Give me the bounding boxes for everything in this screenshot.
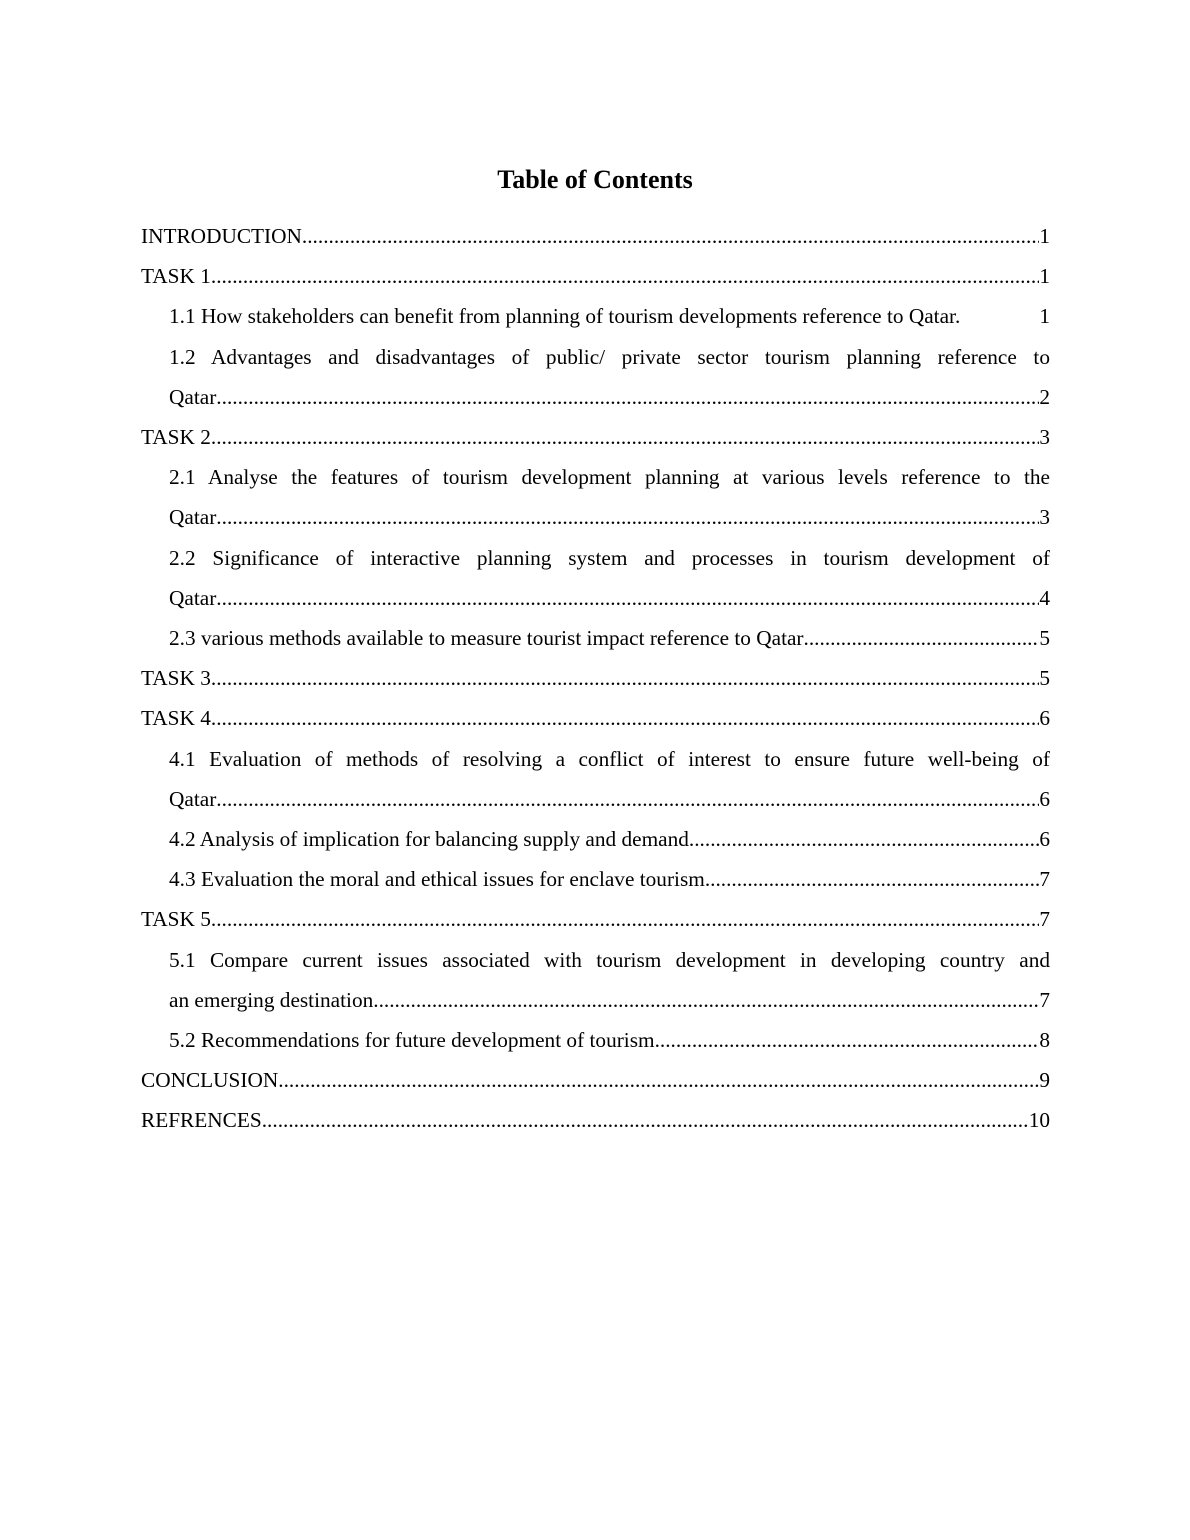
dot-leader <box>373 980 1039 1020</box>
toc-entry-label: TASK 2 <box>141 425 211 450</box>
dot-leader <box>278 1060 1039 1100</box>
toc-entry-task-4[interactable] <box>141 698 1050 738</box>
dot-leader <box>211 899 1039 939</box>
toc-page-number: 5 <box>1039 666 1050 691</box>
toc-entry-label: TASK 1 <box>141 264 211 289</box>
toc-entry-refrences[interactable] <box>141 1100 1050 1140</box>
toc-entry-5-1[interactable] <box>141 940 1050 1020</box>
toc-page-number: 6 <box>1039 786 1050 811</box>
toc-entry-label: Qatar <box>169 384 217 409</box>
toc-entry-introduction[interactable] <box>141 216 1050 256</box>
table-of-contents <box>141 216 1050 1141</box>
dot-leader <box>211 417 1039 457</box>
toc-entry-task-2[interactable] <box>141 417 1050 457</box>
dot-leader <box>216 377 1039 417</box>
toc-entry-label-line: 4.1 Evaluation of methods of resolving a conflict of interest to ensure future well-being of <box>169 746 1050 771</box>
toc-page-number: 1 <box>1039 304 1050 329</box>
toc-entry-label-line: 2.2 Significance of interactive planning system and processes in tourism development of <box>169 545 1050 570</box>
toc-entry-label-line: 2.1 Analyse the features of tourism development planning at various levels reference to the <box>169 465 1050 490</box>
dot-leader <box>689 819 1039 859</box>
toc-entry-label: Qatar <box>169 585 217 610</box>
toc-page-number: 7 <box>1039 907 1050 932</box>
toc-page-number: 1 <box>1039 264 1050 289</box>
toc-page-number: 6 <box>1039 827 1050 852</box>
toc-entry-label: REFRENCES <box>141 1108 262 1133</box>
toc-page-number: 4 <box>1039 585 1050 610</box>
dot-leader <box>211 698 1039 738</box>
toc-entry-5-2[interactable] <box>141 1020 1050 1060</box>
toc-entry-1-2[interactable] <box>141 337 1050 417</box>
toc-entry-task-3[interactable] <box>141 658 1050 698</box>
toc-entry-label: 4.2 Analysis of implication for balancing supply and demand <box>169 827 689 852</box>
toc-entry-label: 2.3 various methods available to measure tourist impact reference to Qatar <box>169 626 804 651</box>
toc-entry-label: TASK 3 <box>141 666 211 691</box>
toc-entry-label: 1.1 How stakeholders can benefit from planning of tourism developments reference to Qatar. <box>169 304 961 329</box>
dot-leader <box>216 578 1039 618</box>
toc-entry-label-line: 1.2 Advantages and disadvantages of public/ private sector tourism planning reference to <box>169 344 1050 369</box>
toc-entry-2-2[interactable] <box>141 538 1050 618</box>
toc-page-number: 3 <box>1039 505 1050 530</box>
toc-entry-label: TASK 5 <box>141 907 211 932</box>
dot-leader <box>211 658 1039 698</box>
toc-entry-1-1[interactable] <box>141 296 1050 336</box>
toc-page-number: 7 <box>1039 867 1050 892</box>
toc-page-number: 3 <box>1039 425 1050 450</box>
toc-entry-label: an emerging destination <box>169 987 374 1012</box>
toc-page-number: 1 <box>1039 224 1050 248</box>
toc-entry-label-line: 5.1 Compare current issues associated with tourism development in developing country and <box>169 947 1050 972</box>
toc-entry-label: 5.2 Recommendations for future development of tourism <box>169 1028 655 1053</box>
toc-entry-label: INTRODUCTION <box>141 224 302 248</box>
dot-leader <box>216 779 1039 819</box>
toc-entry-2-1[interactable] <box>141 457 1050 537</box>
toc-entry-4-1[interactable] <box>141 739 1050 819</box>
toc-entry-2-3[interactable] <box>141 618 1050 658</box>
toc-page-number: 8 <box>1039 1028 1050 1053</box>
toc-entry-4-2[interactable] <box>141 819 1050 859</box>
toc-entry-label: 4.3 Evaluation the moral and ethical issues for enclave tourism <box>169 867 705 892</box>
toc-page-number: 10 <box>1028 1108 1050 1133</box>
toc-page-number: 9 <box>1039 1068 1050 1093</box>
toc-page-number: 7 <box>1039 987 1050 1012</box>
dot-leader <box>655 1020 1040 1060</box>
toc-entry-label: Qatar <box>169 505 217 530</box>
dot-leader <box>705 859 1040 899</box>
dot-leader <box>262 1100 1029 1140</box>
dot-leader <box>302 216 1039 256</box>
toc-page-number: 2 <box>1039 384 1050 409</box>
toc-entry-task-1[interactable] <box>141 256 1050 296</box>
toc-entry-label: TASK 4 <box>141 706 211 731</box>
dot-leader <box>804 618 1040 658</box>
toc-entry-task-5[interactable] <box>141 899 1050 939</box>
toc-entry-label: Qatar <box>169 786 217 811</box>
toc-entry-4-3[interactable] <box>141 859 1050 899</box>
toc-title: Table of Contents <box>497 165 693 194</box>
toc-page-number: 5 <box>1039 626 1050 651</box>
toc-entry-conclusion[interactable] <box>141 1060 1050 1100</box>
toc-entry-label: CONCLUSION <box>141 1068 279 1093</box>
dot-leader <box>216 497 1039 537</box>
toc-page-number: 6 <box>1039 706 1050 731</box>
dot-leader <box>211 256 1039 296</box>
